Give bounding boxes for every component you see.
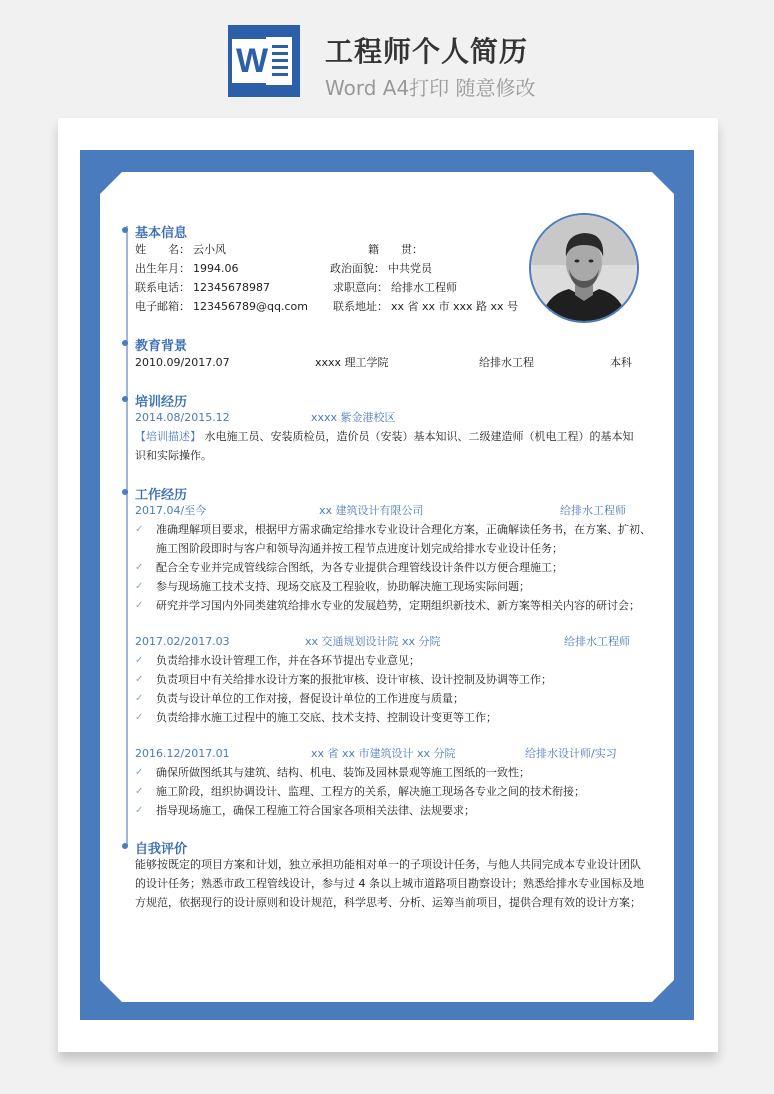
job-company: xx 交通规划设计院 xx 分院 [305,635,441,648]
check-icon: ✓ [135,712,144,723]
self-line: 能够按既定的项目方案和计划，独立承担功能相对单一的子项设计任务，与他人共同完成本专业设计团队 [135,858,641,871]
self-line: 的设计任务；熟悉市政工程管线设计，参与过 4 条以上城市道路项目勘察设计；熟悉给排水专业国标及地 [135,877,644,890]
section-self-heading: 自我评价 [135,842,188,857]
section-work-heading: 工作经历 [135,488,188,503]
training-period: 2014.08/2015.12 [135,411,230,424]
name-label: 姓 名： [135,243,190,256]
job-period: 2016.12/2017.01 [135,747,230,760]
job-item: 配合全专业并完成管线综合图纸，为各专业提供合理管线设计条件以方便合理施工； [156,561,563,574]
check-icon: ✓ [135,786,144,797]
job-period: 2017.02/2017.03 [135,635,230,648]
section-dot [122,396,128,402]
job-company: xx 建筑设计有限公司 [319,504,424,517]
job-item: 负责与设计单位的工作对接，督促设计单位的工作进度与质量； [156,692,464,705]
check-icon: ✓ [135,693,144,704]
training-desc-cont: 识和实际操作。 [135,449,212,462]
birth-value: 1994.06 [193,262,239,275]
section-dot [122,489,128,495]
education-degree: 本科 [610,356,632,369]
section-training-heading: 培训经历 [135,395,188,410]
origin-label: 籍 贯： [368,243,423,256]
politics-value: 中共党员 [388,262,432,275]
job-item: 施工阶段，组织协调设计、监理、工程方的关系，解决施工现场各专业之间的技术衔接； [156,785,585,798]
job-period: 2017.04/至今 [135,504,207,517]
check-icon: ✓ [135,600,144,611]
section-dot [122,843,128,849]
job-title: 给排水设计师/实习 [525,747,617,760]
intent-label: 求职意向： [333,281,388,294]
job-item: 参与现场施工技术支持、现场交底及工程验收，协助解决施工现场实际问题； [156,580,530,593]
timeline-line [126,226,128,846]
email-value: 123456789@qq.com [193,300,308,313]
job-item: 准确理解项目要求，根据甲方需求确定给排水专业设计合理化方案，正确解读任务书，在方案、扩初、 [156,523,651,536]
page-subtitle: Word A4打印 随意修改 [325,76,536,100]
address-label: 联系地址： [333,300,388,313]
education-period: 2010.09/2017.07 [135,356,230,369]
section-basic-heading: 基本信息 [135,226,188,241]
check-icon: ✓ [135,562,144,573]
check-icon: ✓ [135,674,144,685]
check-icon: ✓ [135,524,144,535]
job-company: xx 省 xx 市建筑设计 xx 分院 [311,747,456,760]
intent-value: 给排水工程师 [391,281,457,294]
check-icon: ✓ [135,805,144,816]
training-desc: 【培训描述】 水电施工员、安装质检员，造价员（安装）基本知识、二级建造师（机电工程）的基本知 [135,430,634,443]
education-major: 给排水工程 [479,356,534,369]
phone-value: 12345678987 [193,281,270,294]
self-line: 方规范，依据现行的设计原则和设计规范，科学思考、分析、运筹当前项目，提供合理有效的设计方案； [135,896,641,909]
job-item: 负责项目中有关给排水设计方案的报批审核、设计审核、设计控制及协调等工作； [156,673,552,686]
education-school: xxxx 理工学院 [315,356,389,369]
phone-label: 联系电话： [135,281,190,294]
page-header [0,0,774,110]
job-item: 负责给排水施工过程中的施工交底、技术支持、控制设计变更等工作； [156,711,497,724]
job-title: 给排水工程师 [560,504,626,517]
address-value: xx 省 xx 市 xxx 路 xx 号 [391,300,519,313]
check-icon: ✓ [135,655,144,666]
check-icon: ✓ [135,581,144,592]
word-icon: W [228,25,300,97]
job-item: 负责给排水设计管理工作，并在各环节提出专业意见； [156,654,420,667]
check-icon: ✓ [135,767,144,778]
page-title: 工程师个人简历 [325,35,529,68]
birth-label: 出生年月： [135,262,190,275]
name-value: 云小风 [193,243,226,256]
politics-label: 政治面貌： [330,262,385,275]
section-education-heading: 教育背景 [135,339,188,354]
section-dot [122,227,128,233]
job-title: 给排水工程师 [564,635,630,648]
avatar [529,213,639,323]
email-label: 电子邮箱： [135,300,190,313]
job-item: 施工图阶段即时与客户和领导沟通并按工程节点进度计划完成给排水专业设计任务； [156,542,563,555]
job-item: 指导现场施工，确保工程施工符合国家各项相关法律、法规要求； [156,804,475,817]
job-item: 研究并学习国内外同类建筑给排水专业的发展趋势，定期组织新技术、新方案等相关内容的研讨会； [156,599,640,612]
section-dot [122,340,128,346]
training-org: xxxx 紫金港校区 [311,411,396,424]
job-item: 确保所做图纸其与建筑、结构、机电、装饰及园林景观等施工图纸的一致性； [156,766,530,779]
